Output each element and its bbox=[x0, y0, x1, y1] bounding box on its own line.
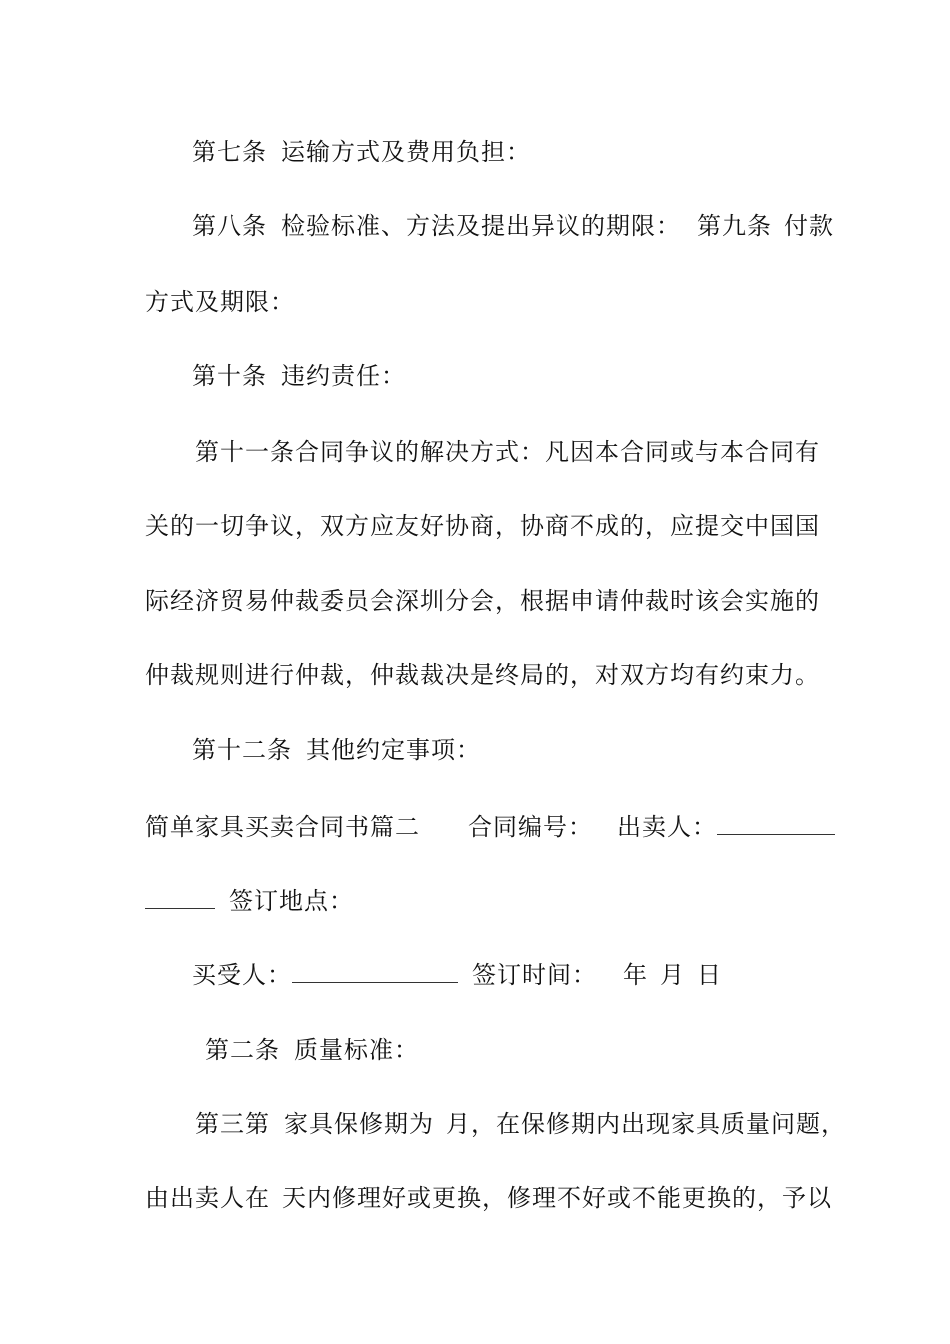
paragraph-text: 方式及期限： bbox=[145, 288, 295, 316]
article-text: 其他约定事项： bbox=[306, 736, 481, 764]
article-7 bbox=[192, 136, 531, 168]
article-11-line-1 bbox=[195, 436, 820, 468]
field-label: 买受人： bbox=[192, 961, 292, 989]
paragraph-text: 天内修理好或更换，修理不好或不能更换的，予以 bbox=[282, 1184, 832, 1212]
buyer-line bbox=[192, 958, 722, 991]
article-text: 检验标准、方法及提出异议的期限： bbox=[281, 212, 681, 240]
article-3-line-1 bbox=[195, 1108, 846, 1140]
field-label: 签订地点： bbox=[229, 887, 354, 915]
seller-blank bbox=[717, 810, 835, 835]
article-number: 第九条 bbox=[697, 212, 772, 240]
date-month-label: 月 bbox=[660, 961, 685, 989]
article-number: 第二条 bbox=[205, 1036, 280, 1064]
signing-place-line bbox=[145, 884, 354, 917]
article-11-line-4 bbox=[145, 659, 820, 691]
article-number: 第三第 bbox=[195, 1110, 270, 1138]
article-text: 付款 bbox=[784, 212, 834, 240]
field-label: 签订时间： bbox=[472, 961, 597, 989]
article-number: 第七条 bbox=[192, 138, 267, 166]
buyer-blank bbox=[292, 958, 458, 983]
field-label: 合同编号： bbox=[468, 813, 593, 841]
article-text: 质量标准： bbox=[294, 1036, 419, 1064]
article-number: 第十二条 bbox=[192, 736, 292, 764]
article-text: 运输方式及费用负担： bbox=[281, 138, 531, 166]
paragraph-text: 仲裁规则进行仲裁，仲裁裁决是终局的，对双方均有约束力。 bbox=[145, 661, 820, 689]
section-title: 简单家具买卖合同书篇二 bbox=[145, 813, 420, 841]
article-text: 月，在保修期内出现家具质量问题， bbox=[446, 1110, 846, 1138]
article-3-line-2 bbox=[145, 1182, 832, 1214]
field-label: 出卖人： bbox=[617, 813, 717, 841]
paragraph-text: 第十一条合同争议的解决方式：凡因本合同或与本合同有 bbox=[195, 438, 820, 466]
article-10 bbox=[192, 360, 406, 392]
date-day-label: 日 bbox=[697, 961, 722, 989]
article-number: 第十条 bbox=[192, 362, 267, 390]
paragraph-text: 关的一切争议，双方应友好协商，协商不成的，应提交中国国 bbox=[145, 512, 820, 540]
article-8-9 bbox=[192, 210, 834, 242]
article-text: 违约责任： bbox=[281, 362, 406, 390]
article-11-line-2 bbox=[145, 510, 820, 542]
article-9-continued bbox=[145, 286, 295, 318]
article-11-line-3 bbox=[145, 585, 820, 617]
article-2 bbox=[205, 1034, 419, 1066]
date-year-label: 年 bbox=[623, 961, 648, 989]
contract-header-line bbox=[145, 810, 835, 843]
article-number: 第八条 bbox=[192, 212, 267, 240]
article-text: 家具保修期为 bbox=[284, 1110, 434, 1138]
paragraph-text: 际经济贸易仲裁委员会深圳分会，根据申请仲裁时该会实施的 bbox=[145, 587, 820, 615]
seller-blank-continued bbox=[145, 884, 215, 909]
article-12 bbox=[192, 734, 481, 766]
paragraph-text: 由出卖人在 bbox=[145, 1184, 270, 1212]
